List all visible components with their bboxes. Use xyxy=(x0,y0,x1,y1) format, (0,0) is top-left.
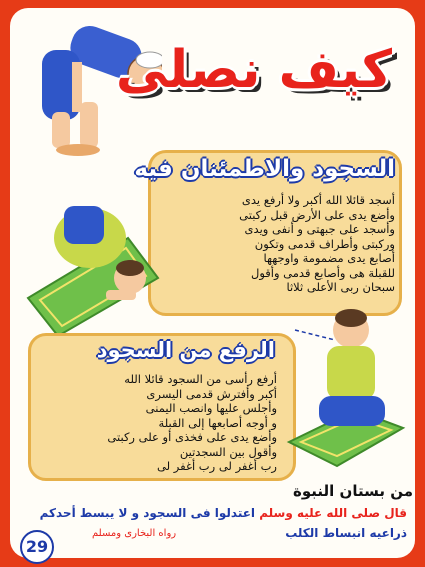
text-line: للقبلة هى وأصابع قدمى وأقول xyxy=(250,265,395,280)
page-number: 29 xyxy=(20,530,54,564)
text-line: وأجلس عليها وانصب اليمنى xyxy=(145,401,277,415)
text-line: أسجد قائلا الله أكبر ولا أرفع يدى xyxy=(241,193,395,207)
subheading: من بستان النبوة xyxy=(293,482,413,500)
text-line: رب أغفر لى رب أغفر لى xyxy=(157,459,277,473)
text-line: أرفع رأسى من السجود قائلا الله xyxy=(124,372,277,386)
page-title: كيف نصلى xyxy=(115,40,392,100)
text-line: و أوجه أصابعها إلى القبلة xyxy=(158,415,277,430)
hadith-text-continued: ذراعيه انبساط الكلب xyxy=(285,526,407,540)
text-line: أكبر وأفترش قدمى اليسرى xyxy=(146,386,277,401)
boy-prostrating-illustration xyxy=(18,168,168,338)
rising-text xyxy=(57,372,277,474)
hadith-source: رواه البخارى ومسلم xyxy=(92,528,177,539)
hadith-line xyxy=(40,506,407,520)
text-line: وأضع يدى على فخذى أو على ركبتى xyxy=(107,430,277,444)
rising-heading: الرفع من السجود xyxy=(96,338,275,362)
text-line: وركبتى وأطراف قدمى وتكون xyxy=(254,236,395,251)
sujood-heading: السجود والاطمئنان فيه xyxy=(134,156,395,182)
text-line: وأقول بين السجدتين xyxy=(179,444,277,459)
text-line: أصابع يدى مضمومة واوجهها xyxy=(263,251,395,265)
sujood-text xyxy=(175,193,395,295)
boy-sitting-illustration xyxy=(275,300,415,470)
text-line: سبحان ربى الأعلى ثلاثا xyxy=(286,280,395,294)
text-line: وأضع يدى على الأرض قبل ركبتى xyxy=(239,207,395,222)
text-line: وأسجد على جبهتى و أنفى ويدى xyxy=(244,222,395,236)
hadith-intro: قال صلى الله عليه وسلم xyxy=(259,506,407,520)
hadith-text: اعتدلوا فى السجود و لا يبسط أحدكم xyxy=(39,506,256,520)
